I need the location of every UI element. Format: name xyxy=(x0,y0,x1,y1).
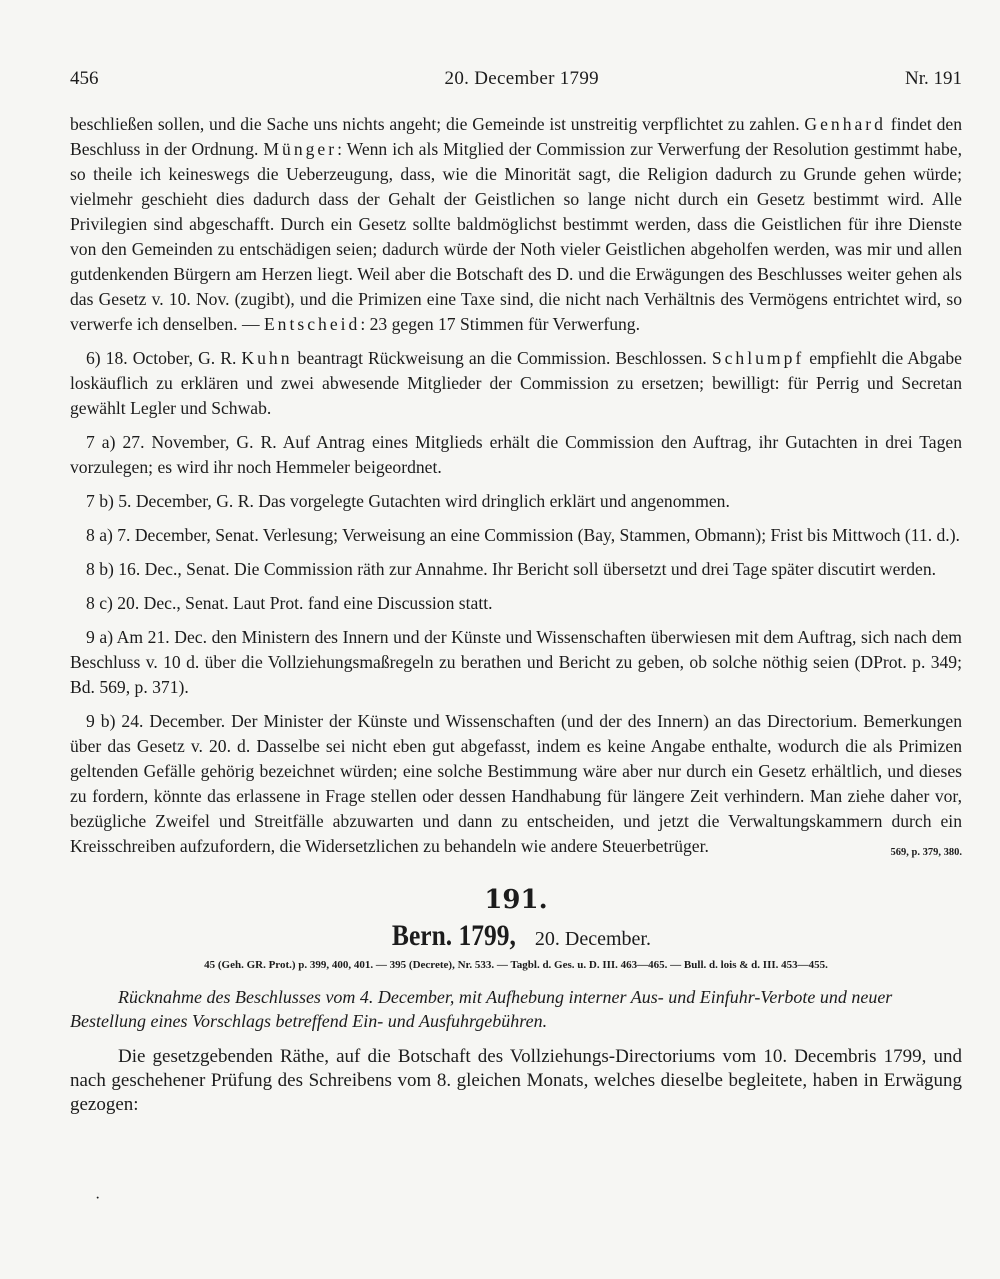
document-reference: Nr. 191 xyxy=(904,68,962,89)
source-references: 45 (Geh. GR. Prot.) p. 399, 400, 401. — 395 (Decrete), Nr. 533. — Tagbl. d. Ges. u. D. III. 463—465. — Bull. d. lois & d. III. 453—455. xyxy=(204,959,828,971)
paragraph-item-9a: 9 a) Am 21. Dec. den Ministern des Innern und der Künste und Wissenschaften überwiesen mit dem Auftrag, sich nach dem Beschluss v. 10 d. über die Vollziehungsmaßregeln zu berathen und Bericht zu geben, ob solche nöthig seien (DProt. p. 349; Bd. 569, p. 371). xyxy=(70,627,962,697)
stray-mark: · xyxy=(95,1190,101,1207)
citation-note: 569, p. 379, 380. xyxy=(890,847,962,858)
document-number: 191. xyxy=(484,885,548,915)
paragraph-item-8a: 8 a) 7. December, Senat. Verlesung; Verweisung an eine Commission (Bay, Stammen, Obmann); Frist bis Mittwoch (11. d.). xyxy=(86,525,960,545)
text-run: beschließen sollen, und die Sache uns nichts angeht; die Gemeinde ist unstreitig verpflichtet zu zahlen. xyxy=(70,114,805,134)
body-text xyxy=(70,112,962,859)
speaker-name: Münger xyxy=(263,139,338,159)
decision-label: Entscheid xyxy=(263,314,361,334)
document-heading xyxy=(70,919,962,953)
document-date: 20. December. xyxy=(534,928,651,950)
paragraph-debate xyxy=(70,112,962,337)
running-title: 20. December 1799 xyxy=(444,68,599,89)
paragraph-item-6 xyxy=(70,346,962,421)
document-summary: Rücknahme des Beschlusses vom 4. December, mit Aufhebung interner Aus- und Einfuhr-Verbote und neuer Bestellung eines Vorschlags betreffend Ein- und Ausfuhrgebühren. xyxy=(70,987,893,1031)
text-run: 9 b) 24. December. Der Minister der Künste und Wissenschaften (und der des Innern) an das Directorium. Bemerkungen über das Gesetz v. 20. d. Dasselbe sei nicht eben gut abgefasst, indem es keine Angabe enthalte, wodurch die als Primizen geltenden Gefälle gehörig bezeichnet würden; eine solche Bestimmung wäre aber nur durch ein Gesetz erhältlich, und dieses zu fordern, könnte das erlassene in Frage stellen oder dessen Handhabung für längere Zeit verhindern. Man ziehe daher vor, bezügliche Zweifel und Streitfälle abzuwarten und dann zu entscheiden, und jetzt die Verwaltungskammern durch ein Kreisschreiben aufzufordern, die Widersetzlichen zu behandeln wie andere Steuerbetrüger. xyxy=(70,711,962,856)
text-run: : 23 gegen 17 Stimmen für Verwerfung. xyxy=(360,314,640,334)
paragraph-item-7a: 7 a) 27. November, G. R. Auf Antrag eines Mitglieds erhält die Commission den Auftrag, ihr Gutachten in drei Tagen vorzulegen; es wird ihr noch Hemmeler beigeordnet. xyxy=(70,432,962,477)
paragraph-item-8c: 8 c) 20. Dec., Senat. Laut Prot. fand eine Discussion statt. xyxy=(86,593,493,613)
page-header xyxy=(70,68,962,90)
speaker-name: Schlumpf xyxy=(711,348,805,368)
text-run: 6) 18. October, G. R. xyxy=(86,348,242,368)
speaker-name: Kuhn xyxy=(241,348,293,368)
paragraph-item-7b: 7 b) 5. December, G. R. Das vorgelegte Gutachten wird dringlich erklärt und angenommen. xyxy=(86,491,730,511)
text-run: empfiehlt die Abgabe loskäuflich zu erklären und zwei abwesende Mitglieder der Commission zu ersetzen; bewilligt: für Perrig und Secretan gewählt Legler und Schwab. xyxy=(70,348,962,418)
document-intro: Die gesetzgebenden Räthe, auf die Botschaft des Vollziehungs-Directoriums vom 10. Decembris 1799, und nach geschehener Prüfung des Schreibens vom 8. gleichen Monats, welches dieselbe begleitete, haben in Erwägung gezogen: xyxy=(70,1046,962,1115)
page-number: 456 xyxy=(70,68,99,89)
speaker-name: Genhard xyxy=(804,114,886,134)
paragraph-item-8b: 8 b) 16. Dec., Senat. Die Commission räth zur Annahme. Ihr Bericht soll übersetzt und drei Tage später discutirt werden. xyxy=(86,559,937,579)
place-year: Bern. 1799, xyxy=(391,919,516,952)
text-run: : Wenn ich als Mitglied der Commission zur Verwerfung der Resolution gestimmt habe, so theile ich keineswegs die Ueberzeugung, dass, wie die Minorität sagt, die Religion dadurch zu Grunde gehen würde; vielmehr geschieht dies dadurch dass der Gehalt der Geistlichen so lange nicht durch ein Gesetz bestimmt wird. Alle Privilegien sind abgeschafft. Durch ein Gesetz sollte baldmöglichst bestimmt werden, dass die Geistlichen für ihre Dienste von den Gemeinden zu entschädigen seien; dadurch würde der Noth vieler Geistlichen abgeholfen werden, was mir und allen gutdenkenden Bürgern am Herzen liegt. Weil aber die Botschaft des D. und die Erwägungen des Beschlusses weiter gehen als das Gesetz v. 10. Nov. (zugibt), und die Primizen eine Taxe sind, die nicht nach Verhältnis des Vermögens entrichtet wird, so verwerfe ich denselben. — xyxy=(70,139,962,334)
text-run: beantragt Rückweisung an die Commission. Beschlossen. xyxy=(292,348,712,368)
text-run: findet den Beschluss in der Ordnung. xyxy=(70,114,962,159)
paragraph-item-9b xyxy=(70,709,962,859)
